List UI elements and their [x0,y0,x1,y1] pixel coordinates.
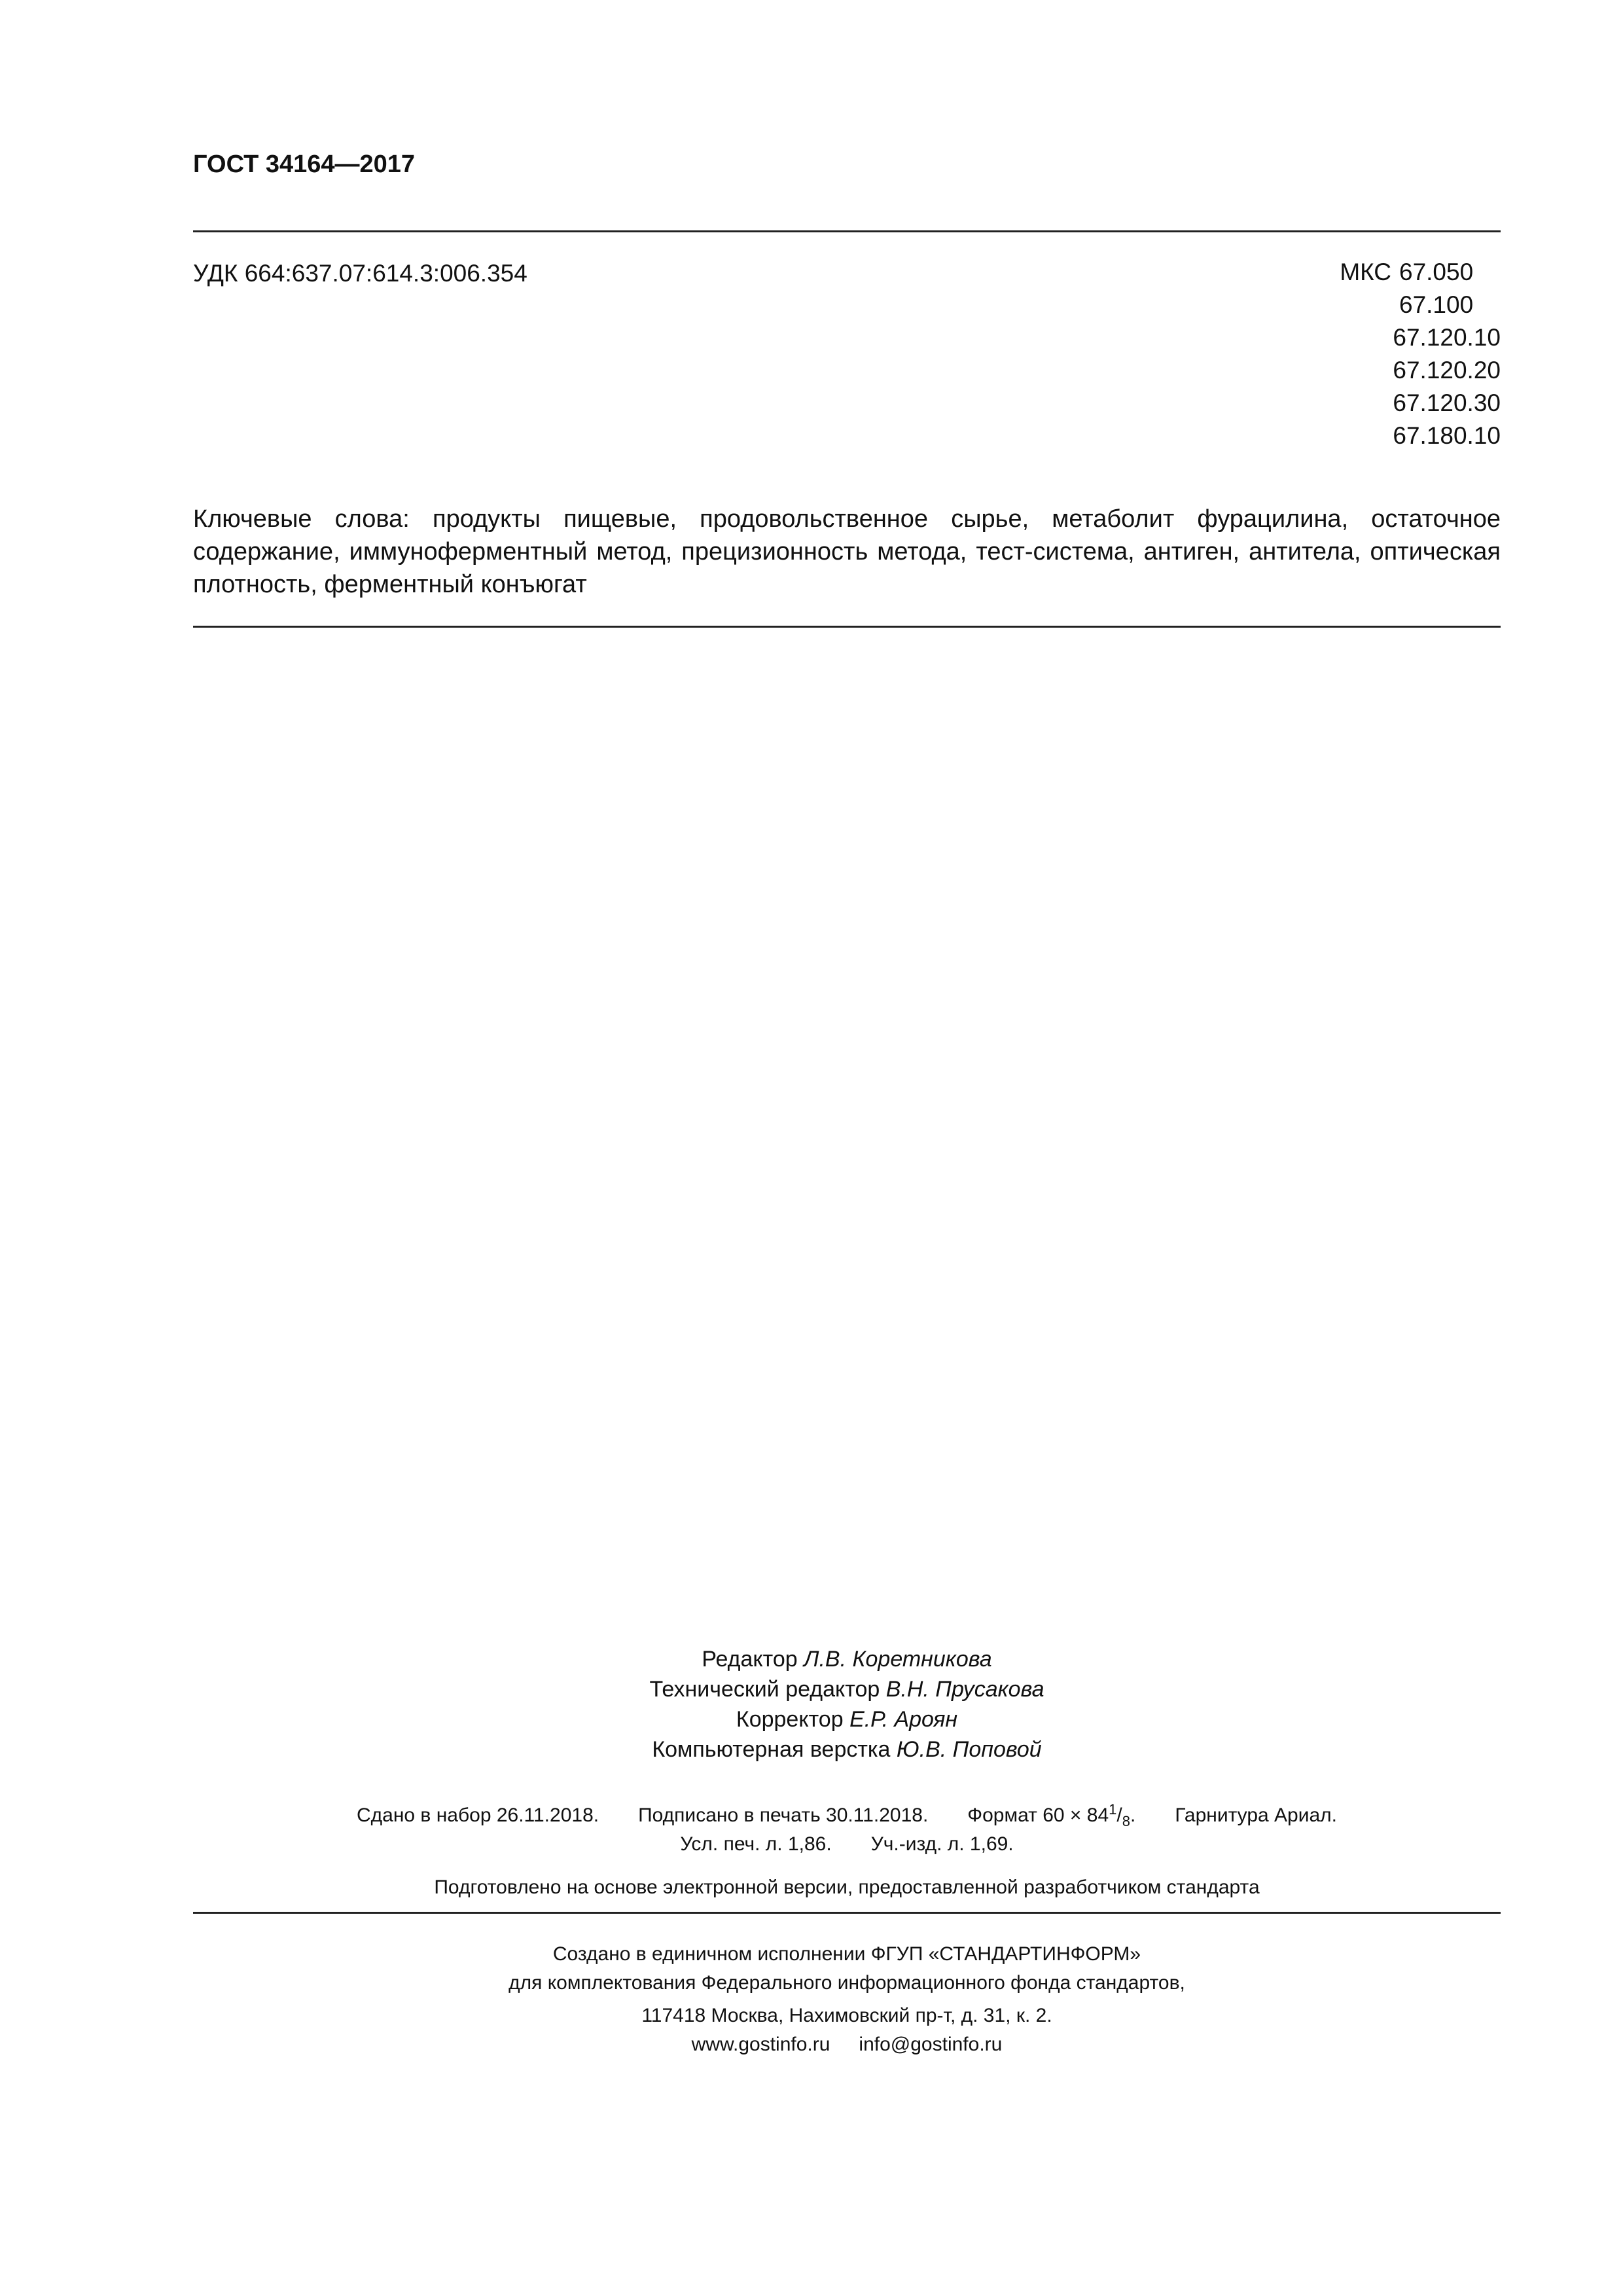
credit-line [193,1644,1501,1674]
typeface-info: Гарнитура Ариал. [1175,1804,1338,1826]
publication-line [193,1801,1501,1830]
credit-role: Редактор [702,1647,798,1672]
mks-codes [1226,256,1501,452]
divider-top [193,230,1501,232]
divider-keywords [193,626,1501,628]
format-info: Формат $60 \times 84^1/_8$. [967,1801,1136,1829]
credit-line [193,1674,1501,1704]
credit-role: Технический редактор [649,1677,880,1702]
typeset-date: Сдано в набор 26.11.2018. [356,1804,599,1826]
mks-code: 67.100 [1399,291,1474,318]
mks-label: МКС [1340,259,1391,285]
credits-block [193,1644,1501,1765]
credit-line [193,1734,1501,1765]
mks-code: 67.120.20 [1393,357,1501,384]
contact-line [193,2030,1501,2059]
pub-sheets: Уч.-изд. л. 1,69. [870,1833,1014,1855]
credit-role: Корректор [736,1707,844,1732]
credit-name: Е.Р. Ароян [849,1707,958,1732]
mks-code: 67.180.10 [1393,422,1501,449]
credit-role: Компьютерная верстка [652,1737,891,1762]
mks-code: 67.120.30 [1393,389,1501,416]
email-link[interactable]: info@gostinfo.ru [859,2034,1003,2055]
created-line: Создано в единичном исполнении ФГУП «СТАНДАРТИНФОРМ» [552,1943,1141,1965]
credit-name: Ю.В. Поповой [896,1737,1042,1762]
postal-address: 117418 Москва, Нахимовский пр-т, д. 31, к. 2. [641,2005,1052,2026]
mks-code: 67.050 [1399,259,1474,285]
prepared-note: Подготовлено на основе электронной версии, предоставленной разработчиком стандарта [434,1876,1260,1898]
print-sheets: Усл. печ. л. 1,86. [680,1833,832,1855]
credit-name: В.Н. Прусакова [885,1677,1044,1702]
signed-date: Подписано в печать 30.11.2018. [638,1804,929,1826]
address-block [193,2001,1501,2059]
document-id: ГОСТ 34164—2017 [193,151,416,178]
created-note [193,1940,1501,1998]
website-link[interactable]: www.gostinfo.ru [691,2034,830,2055]
udk-code: УДК 664:637.07:614.3:006.354 [193,260,527,287]
credit-name: Л.В. Коретникова [804,1647,992,1672]
publication-info [193,1801,1501,1859]
credit-line [193,1704,1501,1734]
created-line: для комплектования Федерального информационного фонда стандартов, [508,1972,1185,1994]
sheets-line [193,1830,1501,1859]
keywords-paragraph: Ключевые слова: продукты пищевые, продовольственное сырье, метаболит фурацилина, остаточное содержание, иммуноферментный метод, прецизионность метода, тест-система, антиген, антитела, оптическая плотность, ферментный конъюгат [193,505,1501,598]
mks-code: 67.120.10 [1393,324,1501,351]
divider-bottom [193,1912,1501,1914]
